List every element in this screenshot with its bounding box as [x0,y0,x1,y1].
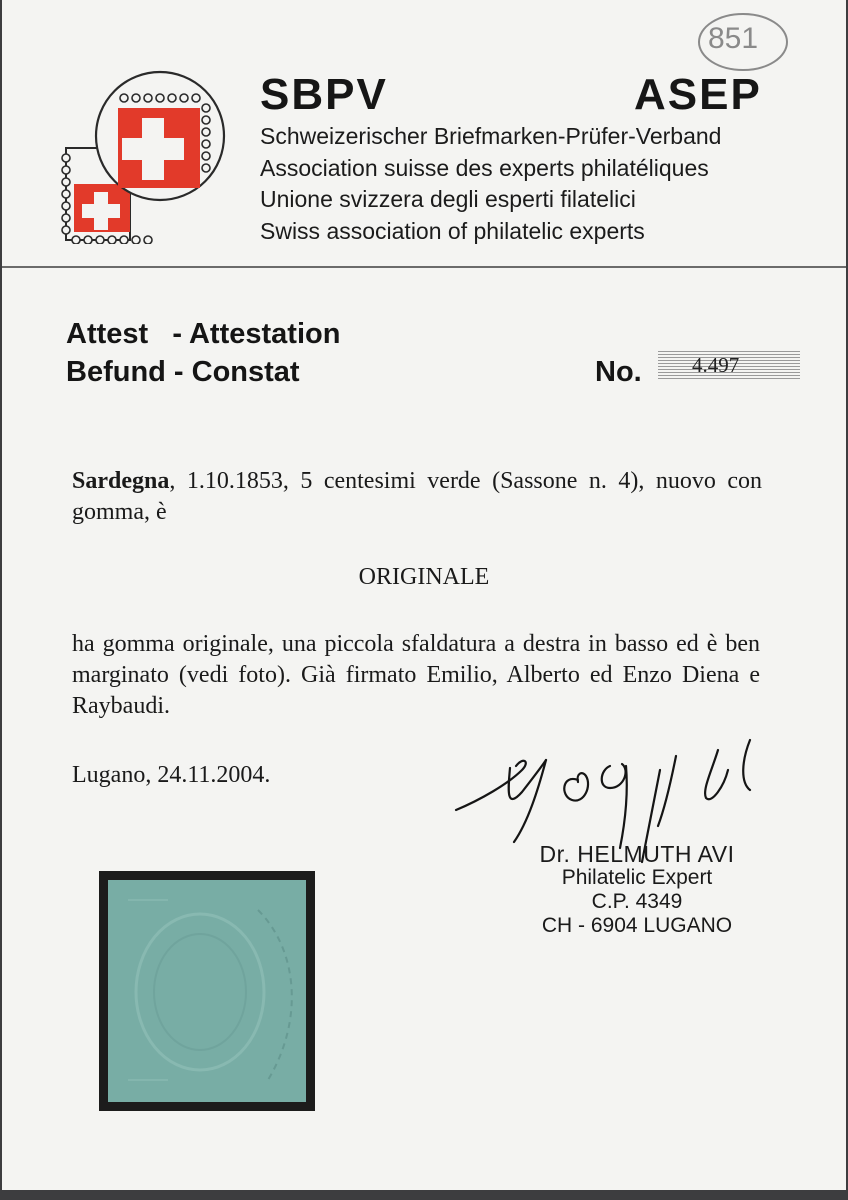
green-stamp-image [108,880,306,1102]
certificate-number: 4.497 [692,353,740,377]
scan-border [0,1190,848,1200]
org-names [260,121,721,247]
org-acronym-sbpv: SBPV [260,70,388,119]
org-name-en: Swiss association of philatelic experts [260,217,645,244]
stamp-embossing [108,880,306,1102]
handwritten-file-number: 851 [708,22,759,55]
attest-heading: Attest - Attestation [66,318,341,350]
verdict: ORIGINALE [358,564,490,590]
expert-stamp [506,842,768,938]
certificate-page [2,0,846,1190]
stamp-name: Sardegna [72,468,170,494]
stamp-photo [99,871,315,1111]
header-divider [2,266,846,268]
expert-title: Philatelic Expert [561,866,713,889]
expert-address: CH - 6904 LUGANO [541,914,733,937]
condition-details: ha gomma originale, una piccola sfaldatura a destra in basso ed è ben marginato (vedi foto). Già firmato Emilio, Alberto ed Enzo Diena e Raybaudi. [72,631,760,719]
place-date: Lugano, 24.11.2004. [72,762,271,788]
number-label: No. [595,356,642,388]
stamp-description [72,466,762,528]
org-name-fr: Association suisse des experts philatéliques [260,154,709,181]
org-name-it: Unione svizzera degli esperti filatelici [260,186,636,212]
befund-heading: Befund - Constat [66,356,300,388]
expert-name: Dr. HELMUTH AVI [539,841,735,867]
expert-po-box: C.P. 4349 [591,890,683,913]
org-acronym-asep: ASEP [634,70,762,119]
org-name-de: Schweizerischer Briefmarken-Prüfer-Verband [260,123,722,149]
stamp-details: , 1.10.1853, 5 centesimi verde (Sassone n. 4), nuovo con gomma, è [72,468,762,525]
swiss-cross-stamp-logo [60,66,230,244]
